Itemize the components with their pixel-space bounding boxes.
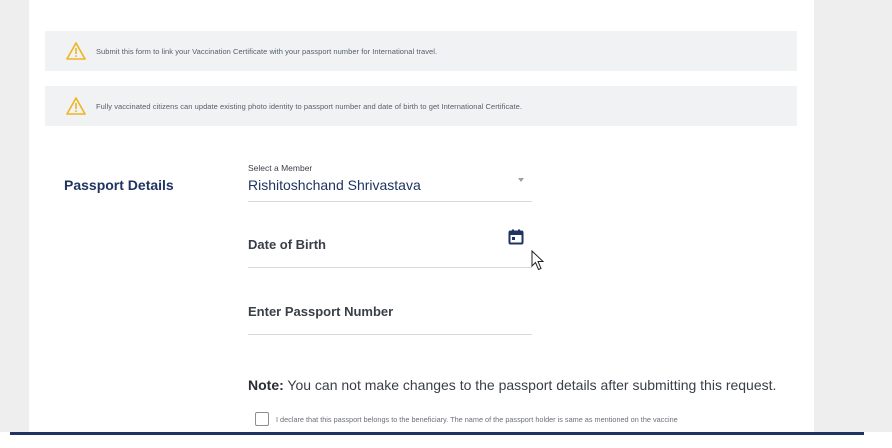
declaration-checkbox[interactable] <box>255 412 269 426</box>
section-title: Passport Details <box>64 177 174 193</box>
member-select[interactable] <box>248 160 532 202</box>
date-of-birth-label: Date of Birth <box>248 237 326 252</box>
declaration-text: I declare that this passport belongs to the beneficiary. The name of the passport holder is same as mentioned on the vaccine <box>276 414 678 424</box>
note-prefix: Note: <box>248 377 284 393</box>
chevron-down-icon[interactable] <box>518 178 524 182</box>
bottom-scroll-bar <box>0 432 892 448</box>
info-notice <box>45 86 797 126</box>
notice-text: Submit this form to link your Vaccination Certificate with your passport number for International travel. <box>96 46 438 56</box>
declaration-row <box>255 412 678 426</box>
passport-number-label: Enter Passport Number <box>248 304 394 319</box>
member-select-label: Select a Member <box>248 163 313 173</box>
info-notice <box>45 31 797 71</box>
warning-icon <box>66 97 86 115</box>
note-text <box>248 377 776 393</box>
note-body: You can not make changes to the passport details after submitting this request. <box>283 377 777 393</box>
passport-form-card <box>29 0 814 432</box>
notice-text: Fully vaccinated citizens can update existing photo identity to passport number and date of birth to get International Certificate. <box>96 101 522 111</box>
member-select-value: Rishitoshchand Shrivastava <box>248 177 421 193</box>
mouse-cursor-icon <box>531 250 545 272</box>
warning-icon <box>66 42 86 60</box>
passport-number-field[interactable] <box>248 290 532 335</box>
date-of-birth-field[interactable] <box>248 225 532 268</box>
calendar-icon[interactable] <box>508 229 524 245</box>
